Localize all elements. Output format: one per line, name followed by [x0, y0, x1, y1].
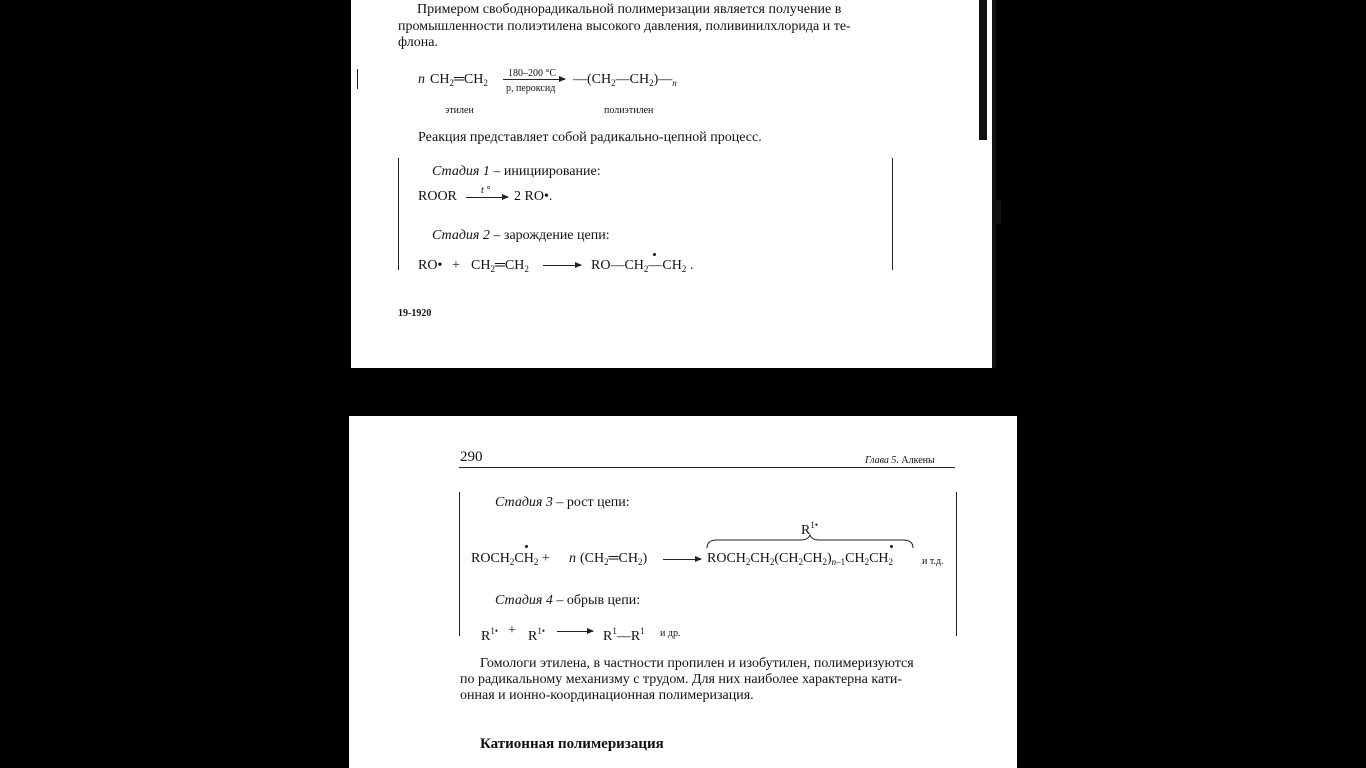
- radical-dot: [653, 253, 656, 256]
- stage4-plus: +: [508, 623, 516, 638]
- paragraph-line-3: онная и ионно-координационная полимеризация.: [460, 688, 754, 703]
- stage4-etc: и др.: [660, 628, 681, 639]
- stage1-arrow: [466, 197, 508, 198]
- radical-dot: [890, 545, 893, 548]
- box-right-line: [892, 158, 893, 270]
- footer-signature: 19-1920: [398, 308, 432, 319]
- radical-dot: [525, 545, 528, 548]
- stage4-arrow: [557, 631, 593, 632]
- overbrace: [705, 534, 915, 550]
- eq1-product: $—(CH_2—CH_2)—_n$: [573, 72, 677, 88]
- scanned-page-top: [351, 0, 996, 368]
- stage3-brace-label: $R^{1•}$: [801, 520, 818, 538]
- eq1-condition-top: 180–200 °C: [508, 68, 557, 79]
- paragraph-line-2: по радикальному механизму с трудом. Для них наиболее характерна кати-: [460, 672, 903, 687]
- stage4-radical-1: $R^{1•}$: [481, 626, 498, 644]
- section-heading: Катионная полимеризация: [480, 736, 664, 752]
- stage3-arrow: [663, 559, 701, 560]
- box-left-line: [398, 158, 399, 270]
- stage1-arrow-label: t °: [481, 185, 491, 196]
- stage3-n: n: [569, 551, 576, 566]
- box-left-line: [459, 492, 460, 636]
- label-ethylene: этилен: [445, 105, 474, 116]
- stage2-heading: Стадия 2 – зарождение цепи:: [432, 228, 610, 243]
- header-rule: [459, 467, 955, 468]
- stage3-product: $ROCH_2CH_2(CH_2CH_2)_{n-1}CH_2CH_2$: [707, 551, 894, 567]
- eq1-coefficient: n: [418, 72, 425, 87]
- stage2-radical: RO•: [418, 258, 443, 273]
- stage3-etc: и т.д.: [922, 556, 944, 567]
- stage3-heading: Стадия 3 – рост цепи:: [495, 495, 630, 510]
- stage3-lhs: $ROCH_2CH_2$ +: [471, 551, 550, 567]
- stage2-ethylene: $CH_2═CH_2$: [471, 258, 529, 274]
- stage2-arrow: [543, 265, 581, 266]
- stage1-rhs: 2 RO•.: [514, 189, 553, 204]
- intro-line-1: Примером свободнорадикальной полимеризации является получение в: [417, 2, 842, 17]
- scanned-page-bottom: [349, 416, 1017, 768]
- running-head: Глава 5. Алкены: [865, 455, 935, 466]
- label-polyethylene: полиэтилен: [604, 105, 654, 116]
- page-number: 290: [460, 449, 483, 465]
- intro-line-3: флона.: [398, 35, 438, 50]
- eq1-condition-bottom: p, пероксид: [506, 83, 556, 94]
- margin-mark: [357, 69, 358, 89]
- reaction-text: Реакция представляет собой радикально-цепной процесс.: [418, 130, 762, 145]
- stage3-monomer: $(CH_2═CH_2)$: [580, 551, 648, 567]
- intro-line-2: промышленности полиэтилена высокого давления, поливинилхлорида и те-: [398, 19, 851, 34]
- stage4-radical-2: $R^{1•}$: [528, 626, 545, 644]
- stage2-product: $RO—CH_2—CH_2$ .: [591, 258, 694, 274]
- stage4-product: $R^1—R^1$: [603, 626, 645, 644]
- scan-edge-right: [992, 0, 996, 368]
- eq1-arrow: [503, 79, 565, 80]
- stage2-plus: +: [452, 258, 460, 273]
- box-right-line: [956, 492, 957, 636]
- eq1-reactant: $CH_2═CH_2$: [430, 72, 488, 88]
- scan-edge-strip: [979, 0, 987, 140]
- stage4-heading: Стадия 4 – обрыв цепи:: [495, 593, 641, 608]
- scan-edge-block: [993, 200, 1001, 224]
- stage1-heading: Стадия 1 – инициирование:: [432, 164, 601, 179]
- stage1-lhs: ROOR: [418, 189, 457, 204]
- paragraph-line-1: Гомологи этилена, в частности пропилен и изобутилен, полимеризуются: [480, 656, 914, 671]
